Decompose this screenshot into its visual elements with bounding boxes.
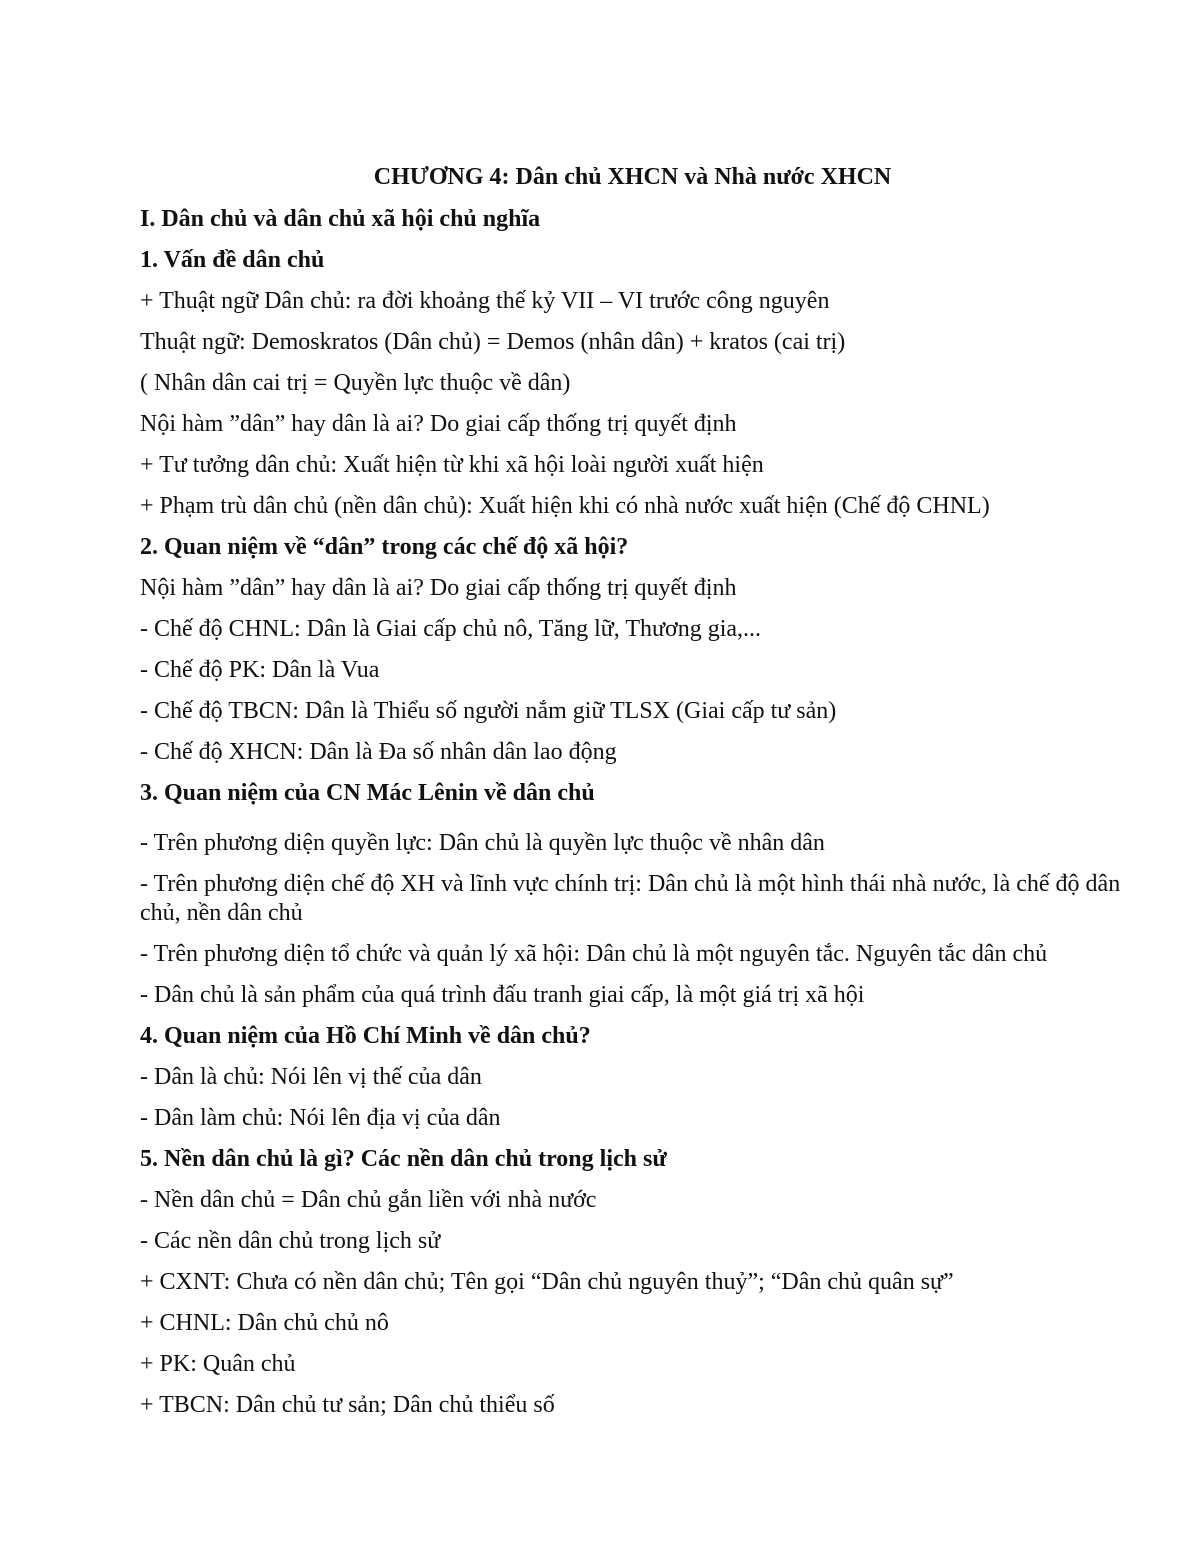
body-line: + Thuật ngữ Dân chủ: ra đời khoảng thế kỷ VII – VI trước công nguyên xyxy=(140,288,830,314)
section-heading: 2. Quan niệm về “dân” trong các chế độ xã hội? xyxy=(140,534,629,560)
chapter-title: CHƯƠNG 4: Dân chủ XHCN và Nhà nước XHCN xyxy=(373,164,892,190)
body-line: - Nền dân chủ = Dân chủ gắn liền với nhà nước xyxy=(140,1187,597,1213)
body-line: - Trên phương diện tổ chức và quản lý xã hội: Dân chủ là một nguyên tắc. Nguyên tắc dân chủ xyxy=(140,941,1048,967)
body-line: + PK: Quân chủ xyxy=(140,1351,296,1377)
body-line: - Trên phương diện quyền lực: Dân chủ là quyền lực thuộc về nhân dân xyxy=(140,830,825,856)
body-line: - Dân là chủ: Nói lên vị thế của dân xyxy=(140,1064,482,1090)
body-line: Nội hàm ”dân” hay dân là ai? Do giai cấp thống trị quyết định xyxy=(140,575,737,601)
body-line: - Dân làm chủ: Nói lên địa vị của dân xyxy=(140,1105,501,1131)
body-line: - Các nền dân chủ trong lịch sử xyxy=(140,1228,441,1254)
body-line: - Chế độ PK: Dân là Vua xyxy=(140,657,380,683)
body-line: ( Nhân dân cai trị = Quyền lực thuộc về dân) xyxy=(140,370,571,396)
section-heading: 5. Nền dân chủ là gì? Các nền dân chủ trong lịch sử xyxy=(140,1146,667,1172)
body-line: Nội hàm ”dân” hay dân là ai? Do giai cấp thống trị quyết định xyxy=(140,411,737,437)
section-heading: I. Dân chủ và dân chủ xã hội chủ nghĩa xyxy=(140,206,541,232)
section-heading: 3. Quan niệm của CN Mác Lênin về dân chủ xyxy=(140,780,595,806)
body-line: + Tư tưởng dân chủ: Xuất hiện từ khi xã hội loài người xuất hiện xyxy=(140,452,764,478)
body-line: - Chế độ XHCN: Dân là Đa số nhân dân lao động xyxy=(140,739,617,765)
body-line: + Phạm trù dân chủ (nền dân chủ): Xuất hiện khi có nhà nước xuất hiện (Chế độ CHNL) xyxy=(140,493,990,519)
body-line: Thuật ngữ: Demoskratos (Dân chủ) = Demos (nhân dân) + kratos (cai trị) xyxy=(140,329,846,355)
body-line: + TBCN: Dân chủ tư sản; Dân chủ thiểu số xyxy=(140,1392,555,1418)
body-line: - Chế độ TBCN: Dân là Thiểu số người nắm giữ TLSX (Giai cấp tư sản) xyxy=(140,698,837,724)
section-heading: 4. Quan niệm của Hồ Chí Minh về dân chủ? xyxy=(140,1023,591,1049)
body-line: + CXNT: Chưa có nền dân chủ; Tên gọi “Dân chủ nguyên thuỷ”; “Dân chủ quân sự” xyxy=(140,1269,954,1295)
document-page xyxy=(140,163,1125,1432)
body-line: - Dân chủ là sản phẩm của quá trình đấu tranh giai cấp, là một giá trị xã hội xyxy=(140,982,865,1008)
body-line: - Chế độ CHNL: Dân là Giai cấp chủ nô, Tăng lữ, Thương gia,... xyxy=(140,616,762,642)
body-line: - Trên phương diện chế độ XH và lĩnh vực chính trị: Dân chủ là một hình thái nhà nước, là chế độ dân chủ, nền dân chủ xyxy=(140,871,1121,926)
body-line: + CHNL: Dân chủ chủ nô xyxy=(140,1310,389,1336)
document-body xyxy=(140,205,1125,1420)
section-heading: 1. Vấn đề dân chủ xyxy=(140,247,325,273)
